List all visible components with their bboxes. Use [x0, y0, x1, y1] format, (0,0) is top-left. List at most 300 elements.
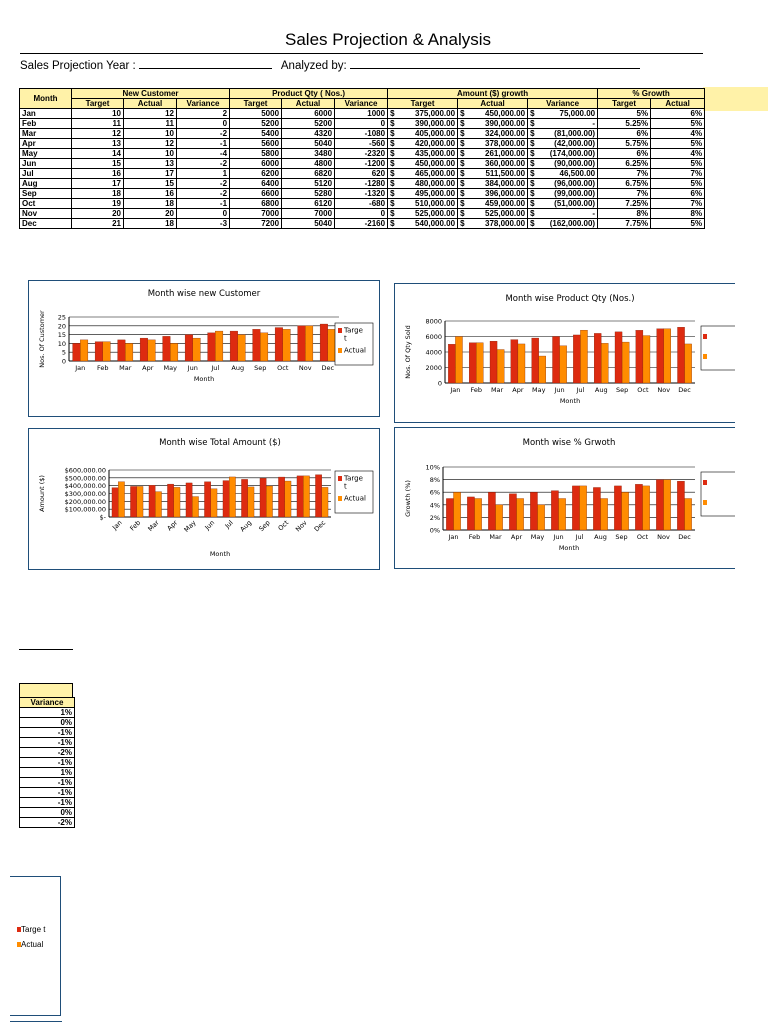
x-tick-label: Dec	[678, 386, 691, 394]
cell-pq_v[interactable]: -680	[335, 199, 388, 209]
amount-value: 405,000.00	[415, 129, 456, 138]
bar-target	[635, 484, 642, 530]
currency-symbol: $	[390, 159, 395, 168]
cell-am_v[interactable]	[528, 109, 598, 119]
month-cell[interactable]: Nov	[20, 209, 72, 219]
cell-pq_a[interactable]: 5200	[282, 119, 335, 129]
cell-am_t[interactable]	[388, 219, 458, 229]
table-row	[20, 189, 705, 199]
cell-am_a[interactable]	[458, 219, 528, 229]
cell-am_t[interactable]	[388, 169, 458, 179]
partial-legend-actual: Actual	[17, 940, 45, 949]
currency-symbol: $	[390, 189, 395, 198]
page-title: Sales Projection & Analysis	[285, 30, 491, 49]
partial-legend-target: Targe t	[17, 925, 45, 934]
money-value	[530, 119, 595, 128]
cell-nc_a[interactable]: 18	[124, 199, 177, 209]
month-cell[interactable]: Dec	[20, 219, 72, 229]
x-tick-label: Aug	[594, 386, 608, 394]
money-value	[390, 179, 455, 188]
cell-pq_t[interactable]: 6000	[230, 159, 282, 169]
cell-pg_t[interactable]: 7.75%	[598, 219, 651, 229]
cell-am_a[interactable]	[458, 209, 528, 219]
currency-symbol: $	[530, 119, 535, 128]
x-tick-label: May	[163, 364, 177, 372]
cell-am_t[interactable]	[388, 149, 458, 159]
cell-nc_t[interactable]: 11	[72, 119, 124, 129]
cell-nc_v[interactable]: 0	[177, 119, 230, 129]
x-tick-label: Jan	[75, 364, 86, 372]
amount-value: 375,000.00	[415, 109, 456, 118]
cell-nc_a[interactable]: 11	[124, 119, 177, 129]
cell-pg_a[interactable]: 5%	[651, 119, 705, 129]
cell-pq_t[interactable]: 7200	[230, 219, 282, 229]
variance-table	[19, 697, 75, 828]
variance-row	[20, 718, 75, 728]
title-divider	[20, 53, 703, 54]
variance-cell[interactable]: -2%	[20, 818, 75, 828]
cell-pq_a[interactable]: 4320	[282, 129, 335, 139]
y-tick-label: 6%	[429, 488, 440, 497]
cell-pq_a[interactable]: 4800	[282, 159, 335, 169]
money-value	[530, 139, 595, 148]
product-qty-header: Product Qty ( Nos.)	[230, 89, 388, 99]
cell-pg_a[interactable]: 6%	[651, 109, 705, 119]
bar-target	[185, 335, 193, 361]
month-cell[interactable]: Feb	[20, 119, 72, 129]
variance-cell[interactable]: -1%	[20, 788, 75, 798]
bar-target	[95, 342, 103, 361]
cell-am_a[interactable]	[458, 189, 528, 199]
cell-am_v[interactable]	[528, 119, 598, 129]
cell-am_t[interactable]	[388, 209, 458, 219]
y-tick-label: 2000	[425, 364, 442, 372]
cell-pg_a[interactable]: 8%	[651, 209, 705, 219]
cell-nc_v[interactable]: -1	[177, 139, 230, 149]
cell-pg_a[interactable]: 4%	[651, 149, 705, 159]
analyzed-by-field[interactable]	[350, 56, 640, 69]
cell-pq_a[interactable]: 5040	[282, 219, 335, 229]
bar-actual	[303, 476, 309, 517]
x-tick-label: Jan	[448, 533, 459, 541]
cell-pg_a[interactable]: 5%	[651, 219, 705, 229]
cell-nc_a[interactable]: 13	[124, 159, 177, 169]
cell-nc_a[interactable]: 16	[124, 189, 177, 199]
chart-percent-growth	[394, 427, 735, 569]
y-tick-label: 15	[57, 331, 66, 340]
bar-target	[657, 329, 664, 383]
bar-actual	[601, 343, 608, 383]
cell-am_v[interactable]	[528, 129, 598, 139]
x-tick-label: May	[532, 386, 546, 394]
bar-actual	[664, 329, 671, 383]
cell-pg_t[interactable]: 7.25%	[598, 199, 651, 209]
y-tick-label: 8%	[429, 476, 440, 485]
cell-nc_v[interactable]: -2	[177, 189, 230, 199]
cell-pg_t[interactable]: 6.75%	[598, 179, 651, 189]
bar-actual	[260, 333, 268, 361]
cell-pg_t[interactable]: 7%	[598, 169, 651, 179]
cell-pg_t[interactable]: 6.25%	[598, 159, 651, 169]
bar-target	[511, 340, 518, 383]
x-tick-label: Dec	[678, 533, 691, 541]
currency-symbol: $	[530, 209, 535, 218]
bar-actual	[322, 487, 328, 517]
chart-legend	[335, 323, 373, 365]
cell-am_t[interactable]	[388, 139, 458, 149]
x-tick-label: Sep	[615, 533, 628, 541]
amount-value: 378,000.00	[485, 139, 526, 148]
amount-value: (162,000.00)	[549, 219, 596, 228]
cell-am_v[interactable]	[528, 219, 598, 229]
chart-legend	[701, 326, 735, 370]
bar-target	[315, 475, 321, 517]
cell-pg_t[interactable]: 5%	[598, 109, 651, 119]
cell-am_a[interactable]	[458, 169, 528, 179]
x-tick-label: Dec	[321, 364, 335, 372]
projection-year-label: Sales Projection Year :	[20, 60, 136, 72]
cell-pq_a[interactable]: 5120	[282, 179, 335, 189]
cell-pg_t[interactable]: 6%	[598, 129, 651, 139]
month-cell[interactable]: Mar	[20, 129, 72, 139]
y-axis-label: Nos. Of Customer	[38, 310, 46, 368]
chart-product-qty	[394, 283, 735, 423]
sub-header-6: Target	[388, 99, 458, 109]
currency-symbol: $	[460, 179, 465, 188]
month-cell[interactable]: May	[20, 149, 72, 159]
chart-total-amount-svg	[29, 429, 379, 569]
bar-target	[551, 491, 558, 530]
cell-pq_t[interactable]: 7000	[230, 209, 282, 219]
cell-pq_a[interactable]: 6120	[282, 199, 335, 209]
cell-am_a[interactable]	[458, 179, 528, 189]
currency-symbol: $	[390, 139, 395, 148]
x-tick-label: Jun	[187, 364, 198, 372]
cell-nc_v[interactable]: -1	[177, 199, 230, 209]
cell-pq_a[interactable]: 6000	[282, 109, 335, 119]
cell-pq_v[interactable]: -1280	[335, 179, 388, 189]
cell-pg_a[interactable]: 5%	[651, 179, 705, 189]
chart-legend	[701, 472, 735, 516]
cell-am_v[interactable]	[528, 149, 598, 159]
x-tick-label: Mar	[489, 533, 502, 541]
variance-cell[interactable]: -1%	[20, 798, 75, 808]
cell-pq_a[interactable]: 3480	[282, 149, 335, 159]
money-value	[460, 179, 525, 188]
y-axis-label: Growth (%)	[404, 480, 412, 517]
chart-title: Month wise new Customer	[147, 289, 261, 299]
table-row	[20, 129, 705, 139]
cell-am_a[interactable]	[458, 199, 528, 209]
month-cell[interactable]: Sep	[20, 189, 72, 199]
cell-pq_a[interactable]: 5040	[282, 139, 335, 149]
variance-cell[interactable]: -1%	[20, 738, 75, 748]
cell-nc_v[interactable]: 0	[177, 209, 230, 219]
money-value	[460, 129, 525, 138]
cell-am_v[interactable]	[528, 139, 598, 149]
bar-actual	[580, 486, 587, 530]
cell-am_a[interactable]	[458, 119, 528, 129]
cell-pq_t[interactable]: 6400	[230, 179, 282, 189]
month-cell[interactable]: Oct	[20, 199, 72, 209]
percent-growth-header: % Growth	[598, 89, 705, 99]
bar-actual	[170, 343, 178, 361]
cell-pq_v[interactable]: -1320	[335, 189, 388, 199]
cell-nc_a[interactable]: 12	[124, 109, 177, 119]
month-cell[interactable]: Apr	[20, 139, 72, 149]
bar-target	[204, 482, 210, 517]
cell-pg_a[interactable]: 5%	[651, 139, 705, 149]
cell-nc_t[interactable]: 19	[72, 199, 124, 209]
x-tick-label: Jul	[576, 386, 585, 394]
cell-nc_t[interactable]: 18	[72, 189, 124, 199]
money-value	[530, 219, 595, 228]
cell-pq_t[interactable]: 5200	[230, 119, 282, 129]
y-tick-label: 0	[61, 357, 66, 366]
cell-pg_t[interactable]: 5.75%	[598, 139, 651, 149]
currency-symbol: $	[530, 149, 535, 158]
x-tick-label: Dec	[312, 518, 328, 534]
cell-nc_v[interactable]: 2	[177, 109, 230, 119]
x-tick-label: Apr	[510, 533, 523, 541]
cell-pq_v[interactable]: 1000	[335, 109, 388, 119]
cell-nc_t[interactable]: 14	[72, 149, 124, 159]
x-tick-label: Jun	[553, 533, 564, 541]
bar-target	[118, 340, 126, 361]
variance-cell[interactable]: -1%	[20, 778, 75, 788]
cell-pq_v[interactable]: 0	[335, 119, 388, 129]
x-tick-label: Jan	[450, 386, 461, 394]
cell-nc_v[interactable]: -2	[177, 159, 230, 169]
currency-symbol: $	[530, 169, 535, 178]
cell-am_v[interactable]	[528, 159, 598, 169]
bar-actual	[229, 477, 235, 517]
cell-nc_t[interactable]: 15	[72, 159, 124, 169]
sub-header-0: Target	[72, 99, 124, 109]
bar-actual	[538, 505, 545, 530]
currency-symbol: $	[460, 149, 465, 158]
currency-symbol: $	[460, 199, 465, 208]
bar-target	[448, 344, 455, 383]
cell-pq_t[interactable]: 5600	[230, 139, 282, 149]
variance-cell[interactable]: -1%	[20, 728, 75, 738]
bar-target	[130, 486, 136, 517]
cell-pg_t[interactable]: 7%	[598, 189, 651, 199]
cell-pg_a[interactable]: 7%	[651, 199, 705, 209]
cell-am_t[interactable]	[388, 199, 458, 209]
money-value	[460, 139, 525, 148]
cell-nc_t[interactable]: 21	[72, 219, 124, 229]
cell-pg_a[interactable]: 4%	[651, 129, 705, 139]
cell-pg_a[interactable]: 7%	[651, 169, 705, 179]
amount-value: 525,000.00	[415, 209, 456, 218]
legend-box	[701, 472, 735, 516]
cell-pq_v[interactable]: -1200	[335, 159, 388, 169]
money-value	[390, 119, 455, 128]
amount-value: 46,500.00	[559, 169, 596, 178]
bar-target	[573, 335, 580, 383]
variance-row	[20, 728, 75, 738]
cell-pg_t[interactable]: 6%	[598, 149, 651, 159]
money-value	[390, 159, 455, 168]
cell-am_v[interactable]	[528, 169, 598, 179]
cell-pg_t[interactable]: 5.25%	[598, 119, 651, 129]
cell-nc_a[interactable]: 18	[124, 219, 177, 229]
cell-pg_a[interactable]: 5%	[651, 159, 705, 169]
cell-am_t[interactable]	[388, 119, 458, 129]
cell-am_a[interactable]	[458, 109, 528, 119]
cell-nc_a[interactable]: 10	[124, 149, 177, 159]
amount-value: 540,000.00	[415, 219, 456, 228]
cell-pq_v[interactable]: -560	[335, 139, 388, 149]
amount-value: (90,000.00)	[554, 159, 596, 168]
cell-nc_t[interactable]: 17	[72, 179, 124, 189]
cell-pq_v[interactable]: -2320	[335, 149, 388, 159]
cell-pq_v[interactable]: 0	[335, 209, 388, 219]
month-cell[interactable]: Jun	[20, 159, 72, 169]
variance-cell[interactable]: 1%	[20, 768, 75, 778]
chart-title: Month wise % Grwoth	[522, 438, 616, 448]
cell-nc_a[interactable]: 10	[124, 129, 177, 139]
cell-pq_v[interactable]: -2160	[335, 219, 388, 229]
cell-pq_t[interactable]: 5000	[230, 109, 282, 119]
currency-symbol: $	[530, 139, 535, 148]
cell-am_t[interactable]	[388, 189, 458, 199]
cell-pq_t[interactable]: 5400	[230, 129, 282, 139]
variance-fill-cell	[19, 683, 73, 697]
cell-pq_v[interactable]: -1080	[335, 129, 388, 139]
month-cell[interactable]: Jul	[20, 169, 72, 179]
bar-target	[490, 341, 497, 383]
currency-symbol: $	[390, 199, 395, 208]
legend-target-line1: Targe	[344, 326, 363, 335]
variance-cell[interactable]: 0%	[20, 808, 75, 818]
currency-symbol: $	[390, 119, 395, 128]
currency-symbol: $	[390, 219, 395, 228]
projection-year-field[interactable]	[139, 56, 272, 69]
analyzed-by-label: Analyzed by:	[280, 60, 347, 72]
cell-am_a[interactable]	[458, 139, 528, 149]
bar-actual	[622, 342, 629, 383]
cell-nc_v[interactable]: -3	[177, 219, 230, 229]
cell-am_t[interactable]	[388, 109, 458, 119]
x-tick-label: Aug	[238, 518, 254, 534]
bar-actual	[305, 326, 313, 361]
money-value	[390, 109, 455, 118]
cell-nc_v[interactable]: -2	[177, 129, 230, 139]
money-value	[390, 199, 455, 208]
cell-am_v[interactable]	[528, 209, 598, 219]
variance-row	[20, 788, 75, 798]
month-cell[interactable]: Jan	[20, 109, 72, 119]
y-tick-label: $400,000.00	[64, 482, 106, 491]
cell-nc_t[interactable]: 16	[72, 169, 124, 179]
cell-am_a[interactable]	[458, 129, 528, 139]
variance-cell[interactable]: -2%	[20, 748, 75, 758]
cell-nc_v[interactable]: -4	[177, 149, 230, 159]
currency-symbol: $	[460, 139, 465, 148]
cell-am_v[interactable]	[528, 179, 598, 189]
y-tick-label: $200,000.00	[64, 497, 106, 506]
cell-nc_a[interactable]: 17	[124, 169, 177, 179]
new-customer-header: New Customer	[72, 89, 230, 99]
cell-am_a[interactable]	[458, 159, 528, 169]
cell-am_t[interactable]	[388, 179, 458, 189]
y-tick-label: 2%	[429, 513, 440, 522]
legend-target-swatch	[338, 476, 342, 481]
cell-pq_a[interactable]: 7000	[282, 209, 335, 219]
chart-product-qty-svg	[395, 284, 735, 422]
cell-am_v[interactable]	[528, 189, 598, 199]
variance-cell[interactable]: 0%	[20, 718, 75, 728]
currency-symbol: $	[530, 219, 535, 228]
x-tick-label: Oct	[637, 386, 649, 394]
table-row	[20, 199, 705, 209]
cell-am_a[interactable]	[458, 149, 528, 159]
bar-actual	[155, 492, 161, 517]
chart-title: Month wise Total Amount ($)	[159, 438, 281, 448]
bar-actual	[266, 486, 272, 517]
cell-am_t[interactable]	[388, 159, 458, 169]
cell-pg_a[interactable]: 6%	[651, 189, 705, 199]
cell-pq_a[interactable]: 5280	[282, 189, 335, 199]
money-value	[390, 129, 455, 138]
bar-actual	[248, 487, 254, 517]
month-cell[interactable]: Aug	[20, 179, 72, 189]
cell-pg_t[interactable]: 8%	[598, 209, 651, 219]
cell-pq_t[interactable]: 6800	[230, 199, 282, 209]
cell-nc_v[interactable]: 1	[177, 169, 230, 179]
partial-chart-edge	[10, 1021, 62, 1022]
bar-actual	[125, 343, 133, 361]
currency-symbol: $	[390, 169, 395, 178]
sales-table	[19, 88, 705, 229]
cell-pq_t[interactable]: 5800	[230, 149, 282, 159]
cell-nc_a[interactable]: 12	[124, 139, 177, 149]
x-tick-label: May	[182, 518, 198, 534]
y-tick-label: 10	[57, 339, 66, 348]
bar-actual	[622, 492, 629, 530]
cell-am_t[interactable]	[388, 129, 458, 139]
cell-pq_v[interactable]: 620	[335, 169, 388, 179]
amount-value: 525,000.00	[485, 209, 526, 218]
cell-nc_t[interactable]: 10	[72, 109, 124, 119]
x-tick-label: Nov	[298, 364, 312, 372]
currency-symbol: $	[530, 179, 535, 188]
variance-cell[interactable]: -1%	[20, 758, 75, 768]
cell-nc_a[interactable]: 20	[124, 209, 177, 219]
cell-nc_a[interactable]: 15	[124, 179, 177, 189]
bar-target	[260, 478, 266, 517]
legend-actual-swatch	[338, 348, 342, 353]
cell-nc_t[interactable]: 12	[72, 129, 124, 139]
cell-pq_a[interactable]: 6820	[282, 169, 335, 179]
cell-nc_t[interactable]: 20	[72, 209, 124, 219]
cell-am_v[interactable]	[528, 199, 598, 209]
legend-actual-swatch	[338, 496, 342, 501]
currency-symbol: $	[460, 219, 465, 228]
cell-pq_t[interactable]: 6200	[230, 169, 282, 179]
cell-nc_v[interactable]: -2	[177, 179, 230, 189]
amount-value: 510,000.00	[415, 199, 456, 208]
month-header: Month	[20, 89, 72, 109]
cell-nc_t[interactable]: 13	[72, 139, 124, 149]
variance-cell[interactable]: 1%	[20, 708, 75, 718]
bar-target	[230, 331, 238, 361]
money-value	[530, 149, 595, 158]
cell-pq_t[interactable]: 6600	[230, 189, 282, 199]
amount-value: 360,000.00	[485, 159, 526, 168]
